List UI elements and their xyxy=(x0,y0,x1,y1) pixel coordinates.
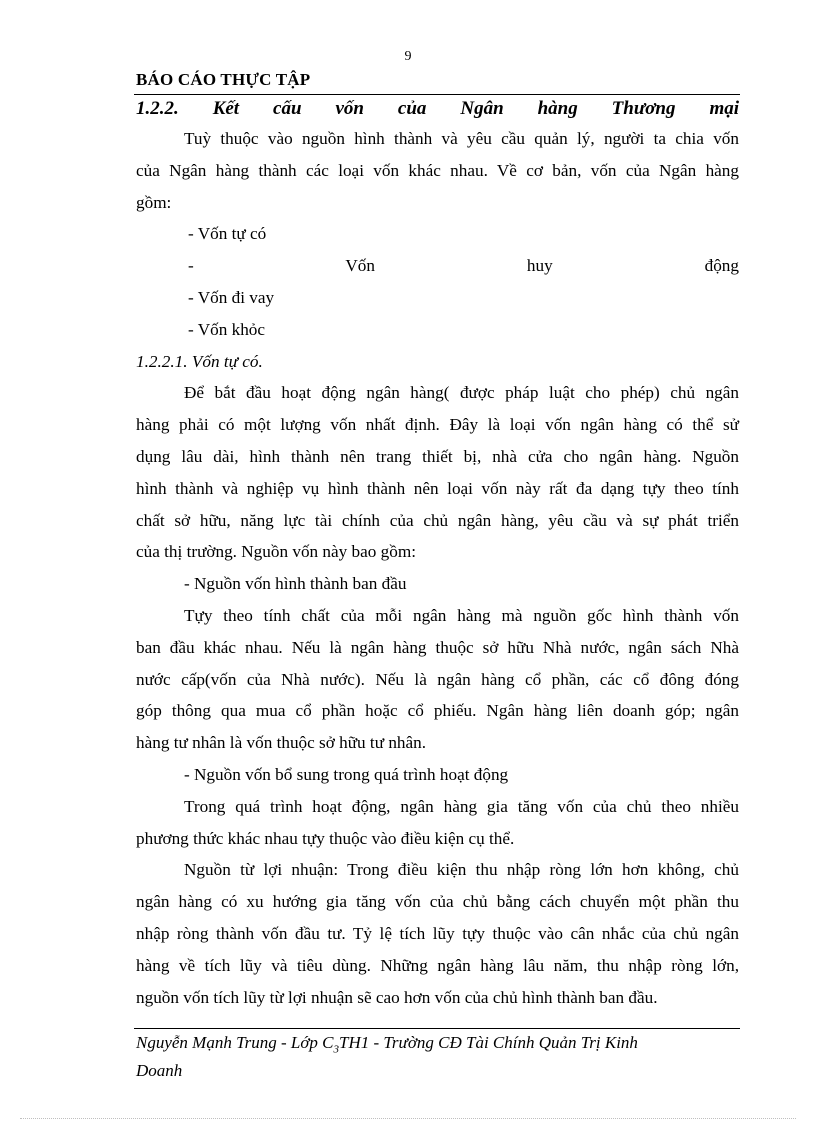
text-line: - Vốn tự có xyxy=(188,224,267,244)
text-line: gồm: xyxy=(136,192,172,212)
footer-text-cont: TH1 - Trường CĐ Tài Chính Quản Trị Kinh xyxy=(339,1033,638,1052)
section-heading: 1.2.2. Kết cấu vốn của Ngân hàng Thương mại xyxy=(136,98,739,119)
text-line: Trong quá trình hoạt động, ngân hàng gia tăng vốn của chủ theo nhiều xyxy=(184,796,739,816)
text-line: - Vốn đi vay xyxy=(188,287,275,307)
text-line: của Ngân hàng thành các loại vốn khác nhau. Về cơ bản, vốn của Ngân hàng xyxy=(136,160,739,180)
text-line: Để bắt đầu hoạt động ngân hàng( được pháp luật cho phép) chủ ngân xyxy=(184,383,739,403)
footer-subscript: 3 xyxy=(333,1043,340,1056)
footer-text-line2: Doanh xyxy=(136,1061,183,1081)
subsection-heading: 1.2.2.1. Vốn tự có. xyxy=(136,351,263,371)
footer-rule xyxy=(134,1028,740,1029)
text-line: phương thức khác nhau tựy thuộc vào điều kiện cụ thể. xyxy=(136,828,515,848)
page-number: 9 xyxy=(404,49,412,64)
header-title: BÁO CÁO THỰC TẬP xyxy=(136,70,311,89)
text-line: Tựy theo tính chất của mỗi ngân hàng mà nguồn gốc hình thành vốn xyxy=(184,605,739,625)
page-edge-dots xyxy=(20,1118,796,1119)
text-line: ban đầu khác nhau. Nếu là ngân hàng thuộc sở hữu Nhà nước, ngân sách Nhà xyxy=(136,637,739,657)
text-line: chất sở hữu, năng lực tài chính của chủ ngân hàng, yêu cầu và sự phát triển xyxy=(136,510,739,530)
text-line: nguồn vốn tích lũy từ lợi nhuận sẽ cao hơn vốn của chủ hình thành ban đầu. xyxy=(136,987,658,1007)
text-line: ngân hàng có xu hướng gia tăng vốn của chủ bằng cách chuyển một phần thu xyxy=(136,892,739,912)
text-line: - Vốn huy động xyxy=(188,256,739,276)
text-line: dụng lâu dài, hình thành nên trang thiết bị, nhà cửa cho ngân hàng. Nguồn xyxy=(136,446,739,466)
text-line: của thị trường. Nguồn vốn này bao gồm: xyxy=(136,542,416,562)
text-line: hàng về tích lũy và tiêu dùng. Những ngân hàng lâu năm, thu nhập ròng lớn, xyxy=(136,955,739,975)
text-line: Nguồn từ lợi nhuận: Trong điều kiện thu nhập ròng lớn hơn không, chủ xyxy=(184,860,739,880)
header-rule xyxy=(134,94,740,95)
text-line: hàng phải có một lượng vốn nhất định. Đây là loại vốn ngân hàng có thể sử xyxy=(136,415,739,435)
text-line: hàng tư nhân là vốn thuộc sở hữu tư nhân. xyxy=(136,733,427,753)
text-line: hình thành và nghiệp vụ hình thành nên loại vốn này rất đa dạng tựy theo tính xyxy=(136,478,739,498)
text-line: nước cấp(vốn của Nhà nước). Nếu là ngân hàng cổ phần, các cổ đông đóng xyxy=(136,669,739,689)
text-line: - Nguồn vốn hình thành ban đầu xyxy=(184,574,407,594)
body-text xyxy=(136,123,739,1013)
footer xyxy=(136,1032,736,1081)
text-line: nhập ròng thành vốn đầu tư. Tỷ lệ tích lũy tựy thuộc vào cân nhắc của chủ ngân xyxy=(136,923,739,943)
text-line: - Vốn khỏc xyxy=(188,319,266,339)
text-line: góp thông qua mua cổ phần hoặc cổ phiếu. Ngân hàng liên doanh góp; ngân xyxy=(136,701,739,721)
text-line: - Nguồn vốn bổ sung trong quá trình hoạt động xyxy=(184,764,509,784)
footer-text: Nguyễn Mạnh Trung - Lớp C xyxy=(136,1033,334,1052)
text-line: Tuỳ thuộc vào nguồn hình thành và yêu cầu quản lý, người ta chia vốn xyxy=(184,129,739,148)
